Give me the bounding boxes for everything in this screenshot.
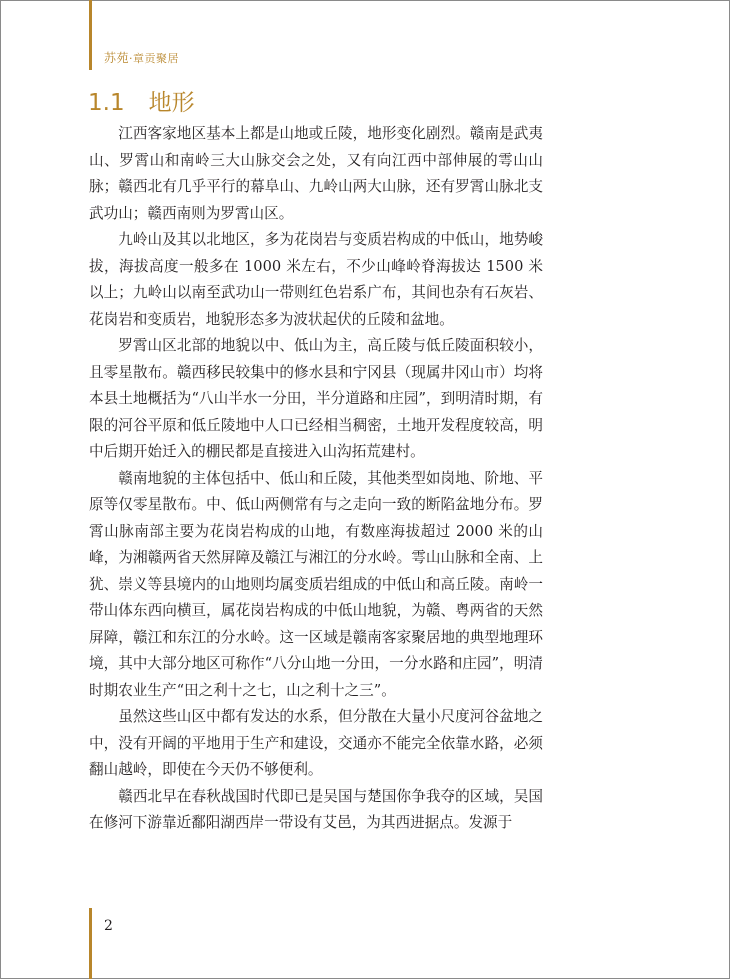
section-number: 1.1 [88, 90, 125, 116]
body-text [89, 121, 543, 837]
running-head-brand: 苏苑 [104, 51, 130, 65]
running-head-chapter: 章贡聚居 [133, 52, 180, 65]
bottom-accent-rule [89, 908, 92, 979]
paragraph: 罗霄山区北部的地貌以中、低山为主，高丘陵与低丘陵面积较小，且零星散布。赣西移民较集中的修水县和宁冈县（现属井冈山市）均将本县土地概括为“八山半水一分田，半分道路和庄园”，到明清时期，有限的河谷平原和低丘陵地中人口已经相当稠密，土地开发程度较高，明中后期开始迁入的棚民都是直接进入山沟拓荒建村。 [89, 337, 543, 460]
paragraph: 虽然这些山区中都有发达的水系，但分散在大量小尺度河谷盆地之中，没有开阔的平地用于生产和建设，交通亦不能完全依靠水路，必须翻山越岭，即使在今天仍不够便利。 [89, 708, 543, 778]
running-head-separator: · [129, 52, 134, 65]
paragraph: 赣南地貌的主体包括中、低山和丘陵，其他类型如岗地、阶地、平原等仅零星散布。中、低山两侧常有与之走向一致的断陷盆地分布。罗霄山脉南部主要为花岗岩构成的山地，有数座海拔超过 2000 米的山峰，为湘赣两省天然屏障及赣江与湘江的分水岭。雩山山脉和全南、上犹、崇义等县境内的山地则均属变质岩组成的中低山和高丘陵。南岭一带山体东西向横亘，属花岗岩构成的中低山地貌，为赣、粤两省的天然屏障，赣江和东江的分水岭。这一区域是赣南客家聚居地的典型地理环境，其中大部分地区可称作“八分山地一分田，一分水路和庄园”，明清时期农业生产“田之利十之七，山之利十之三”。 [89, 469, 543, 699]
paragraph: 江西客家地区基本上都是山地或丘陵，地形变化剧烈。赣南是武夷山、罗霄山和南岭三大山脉交会之处，又有向江西中部伸展的雩山山脉；赣西北有几乎平行的幕阜山、九岭山两大山脉，还有罗霄山脉北支武功山；赣西南则为罗霄山区。 [89, 125, 543, 222]
paragraph: 赣西北早在春秋战国时代即已是吴国与楚国你争我夺的区域，吴国在修河下游靠近鄱阳湖西岸一带设有艾邑，为其西进据点。发源于 [89, 787, 543, 831]
running-head [104, 49, 179, 66]
section-heading [88, 84, 195, 117]
section-title: 地形 [148, 90, 195, 116]
top-accent-rule [89, 0, 92, 70]
paragraph: 九岭山及其以北地区，多为花岗岩与变质岩构成的中低山，地势峻拔，海拔高度一般多在 1000 米左右，不少山峰岭脊海拔达 1500 米以上；九岭山以南至武功山一带则红色岩系广布，其间也杂有石灰岩、花岗岩和变质岩，地貌形态多为波状起伏的丘陵和盆地。 [89, 231, 543, 328]
page-number: 2 [104, 918, 113, 934]
